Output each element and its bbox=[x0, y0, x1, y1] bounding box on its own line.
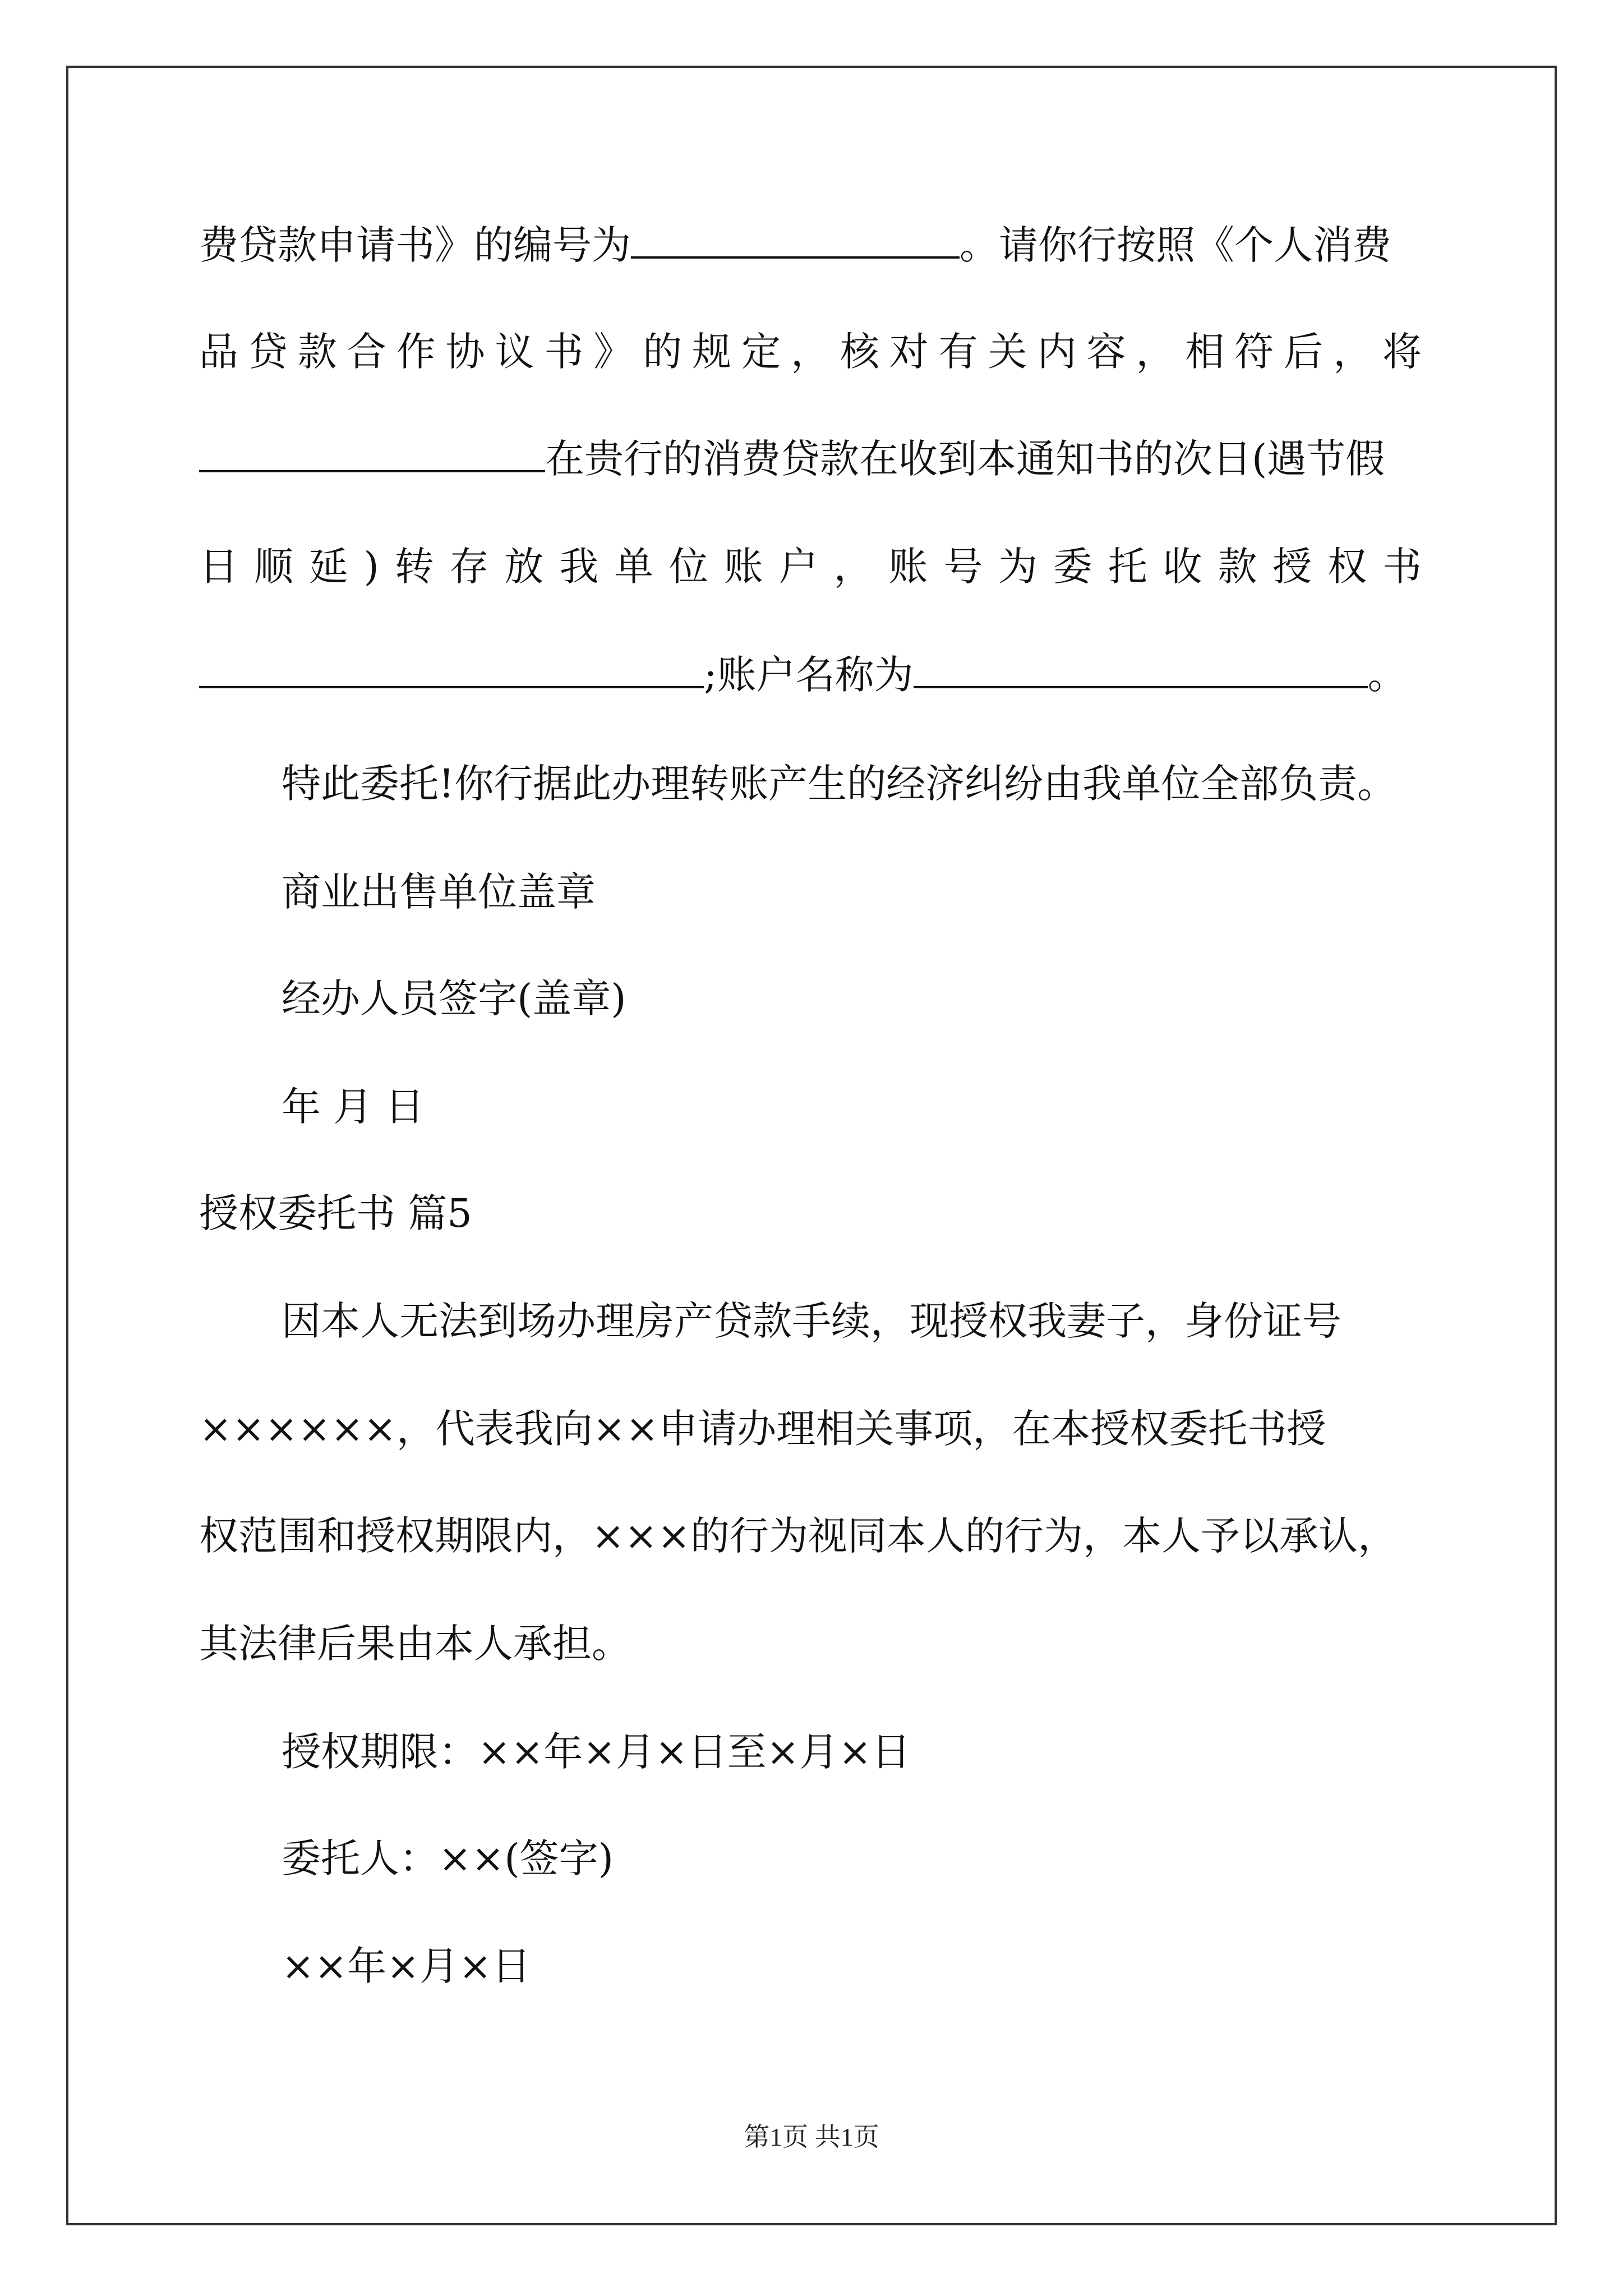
blank-field-account-name bbox=[914, 651, 1368, 688]
text-segment: 费贷款申请书》的编号为 bbox=[199, 222, 631, 268]
date-line: 年 月 日 bbox=[282, 1084, 425, 1130]
body-line-6: 特此委托!你行据此办理转账产生的经济纠纷由我单位全部负责。 bbox=[282, 761, 1397, 807]
blank-field-application-number bbox=[631, 222, 960, 259]
body-line-11: 因本人无法到场办理房产贷款手续，现授权我妻子，身份证号 bbox=[282, 1298, 1341, 1344]
signature-date: ××年×月×日 bbox=[282, 1943, 531, 1989]
page-border bbox=[66, 66, 1557, 2225]
text-segment: 在贵行的消费贷款在收到本通知书的次日(遇节假 bbox=[545, 436, 1385, 482]
text-segment: 。请你行按照《个人消费 bbox=[960, 222, 1391, 268]
section-heading: 授权委托书 篇5 bbox=[199, 1190, 472, 1236]
principal-signature: 委托人：××(签字) bbox=[282, 1835, 614, 1881]
body-line-1 bbox=[199, 220, 1422, 270]
body-line-12: ××××××，代表我向××申请办理相关事项，在本授权委托书授 bbox=[199, 1406, 1326, 1452]
text-segment: ;账户名称为 bbox=[704, 652, 914, 698]
body-line-13: 权范围和授权期限内，×××的行为视同本人的行为，本人予以承认， bbox=[199, 1513, 1397, 1559]
blank-field-borrower bbox=[199, 435, 545, 472]
body-line-5 bbox=[199, 650, 1422, 700]
body-line-3 bbox=[199, 434, 1422, 484]
text-segment: 。 bbox=[1367, 652, 1407, 698]
signature-line-unit-seal: 商业出售单位盖章 bbox=[282, 869, 596, 915]
authorization-period: 授权期限：××年×月×日至×月×日 bbox=[282, 1729, 911, 1775]
signature-line-handler: 经办人员签字(盖章) bbox=[282, 976, 626, 1022]
body-line-4: 日顺延)转存放我单位账户，账号为委托收款授权书 bbox=[199, 544, 1422, 590]
body-line-14: 其法律后果由本人承担。 bbox=[199, 1621, 631, 1667]
blank-field-account-number bbox=[199, 651, 704, 688]
body-line-2: 品贷款合作协议书》的规定，核对有关内容，相符后，将 bbox=[199, 329, 1422, 375]
page-number: 第1页 共1页 bbox=[744, 2123, 879, 2151]
